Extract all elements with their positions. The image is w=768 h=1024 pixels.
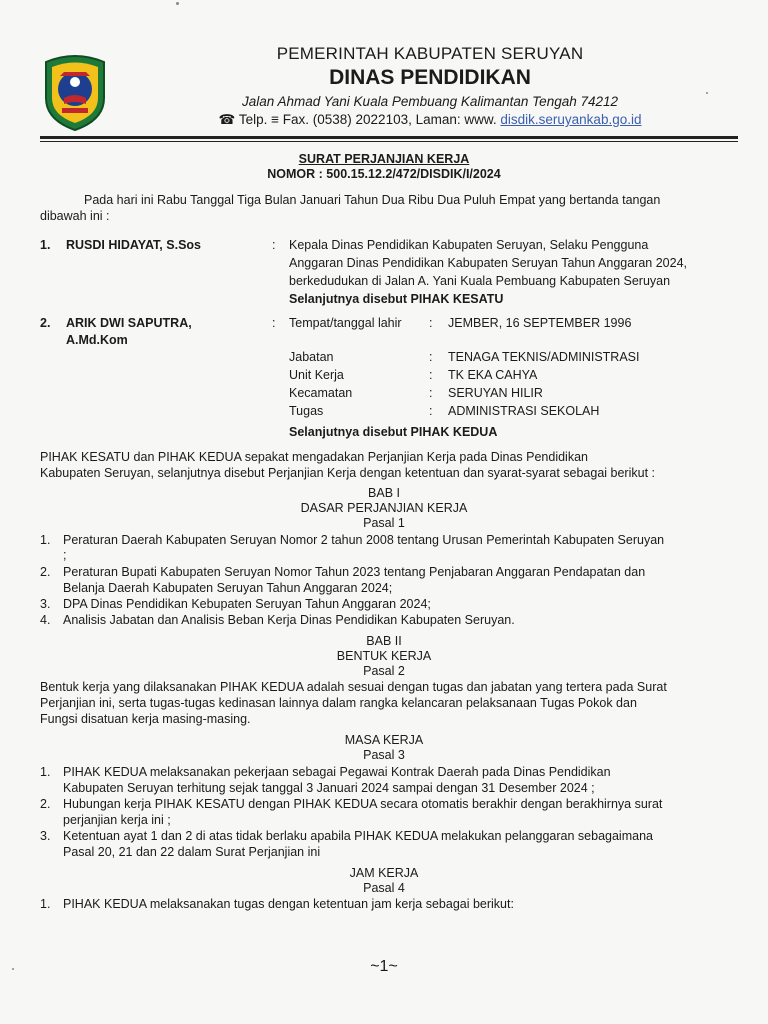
field-sep: : [429, 386, 433, 400]
address: Jalan Ahmad Yani Kuala Pembuang Kalimantan Tengah 74212 [241, 94, 619, 109]
field-value: TENAGA TEKNIS/ADMINISTRASI [448, 350, 640, 364]
letterhead [130, 44, 730, 128]
intro-line-2: dibawah ini : [40, 209, 110, 223]
list-item-cont: Pasal 20, 21 dan 22 dalam Surat Perjanjian ini [63, 845, 321, 859]
field-value: SERUYAN HILIR [448, 386, 543, 400]
agreement-line-1: PIHAK KESATU dan PIHAK KEDUA sepakat mengadakan Perjanjian Kerja pada Dinas Pendidikan [40, 450, 588, 464]
list-item: Hubungan kerja PIHAK KESATU dengan PIHAK KEDUA secara otomatis berakhir dengan berakhirnya surat [63, 797, 663, 811]
bab2-line-1: Bentuk kerja yang dilaksanakan PIHAK KEDUA adalah sesuai dengan tugas dan jabatan yang tertera pada Surat [40, 680, 667, 694]
list-num: 2. [40, 565, 51, 579]
party1-colon: : [272, 238, 276, 252]
field-sep: : [429, 316, 433, 330]
agreement-line-2: Kabupaten Seruyan, selanjutnya disebut Perjanjian Kerja dengan ketentuan dan syarat-syarat sebagai berikut : [40, 466, 655, 480]
bab2-title: BAB II [366, 634, 402, 648]
list-item: PIHAK KEDUA melaksanakan pekerjaan sebagai Pegawai Kontrak Daerah pada Dinas Pendidikan [63, 765, 611, 779]
party1-alias: Selanjutnya disebut PIHAK KESATU [289, 292, 504, 306]
party2-name-2: A.Md.Kom [66, 333, 128, 347]
field-label: Unit Kerja [289, 368, 344, 382]
list-item: Ketentuan ayat 1 dan 2 di atas tidak berlaku apabila PIHAK KEDUA melakukan pelanggaran sebagaimana [63, 829, 653, 843]
bab1-pasal: Pasal 1 [363, 516, 405, 530]
masa-heading: MASA KERJA [344, 733, 424, 747]
party2-colon: : [272, 316, 276, 330]
list-num: 3. [40, 597, 51, 611]
masa-pasal: Pasal 3 [363, 748, 405, 762]
party1-name: RUSDI HIDAYAT, S.Sos [66, 238, 201, 252]
field-sep: : [429, 404, 433, 418]
list-num: 1. [40, 897, 51, 911]
list-item-cont: ; [63, 548, 67, 562]
bab2-heading: BENTUK KERJA [336, 649, 432, 663]
scan-speck [176, 2, 179, 5]
jam-pasal: Pasal 4 [363, 881, 405, 895]
list-num: 1. [40, 765, 51, 779]
department-name: DINAS PENDIDIKAN [329, 66, 531, 89]
list-item: PIHAK KEDUA melaksanakan tugas dengan ketentuan jam kerja sebagai berikut: [63, 897, 514, 911]
bab1-heading: DASAR PERJANJIAN KERJA [300, 501, 468, 515]
list-num: 4. [40, 613, 51, 627]
party1-num: 1. [40, 238, 51, 252]
document-number: NOMOR : 500.15.12.2/472/DISDIK/I/2024 [267, 167, 501, 181]
intro-line-1: Pada hari ini Rabu Tanggal Tiga Bulan Januari Tahun Dua Ribu Dua Puluh Empat yang bertanda tangan [84, 193, 661, 207]
field-value: ADMINISTRASI SEKOLAH [448, 404, 600, 418]
list-item-cont: Kabupaten Seruyan terhitung sejak tanggal 3 Januari 2024 sampai dengan 31 Desember 2024 ; [63, 781, 595, 795]
bab1-title: BAB I [368, 486, 400, 500]
letterhead-rule-thin [40, 141, 738, 142]
document-title: SURAT PERJANJIAN KERJA [298, 152, 470, 166]
seruyan-regency-crest-icon [40, 52, 110, 132]
field-label: Tempat/tanggal lahir [289, 316, 402, 330]
bab2-line-3: Fungsi disatuan kerja masing-masing. [40, 712, 251, 726]
field-label: Tugas [289, 404, 324, 418]
scan-speck [706, 92, 708, 94]
field-label: Kecamatan [289, 386, 353, 400]
list-item-cont: perjanjian kerja ini ; [63, 813, 171, 827]
contact-line [130, 112, 730, 128]
field-sep: : [429, 350, 433, 364]
website-link[interactable]: disdik.seruyankab.go.id [500, 112, 642, 127]
party1-desc-3: berkedudukan di Jalan A. Yani Kuala Pembuang Kabupaten Seruyan [289, 274, 671, 288]
field-value: TK EKA CAHYA [448, 368, 538, 382]
telephone-icon: ☎ [218, 112, 236, 127]
party1-desc-1: Kepala Dinas Pendidikan Kabupaten Seruyan, Selaku Pengguna [289, 238, 649, 252]
list-item-cont: Belanja Daerah Kabupaten Seruyan Tahun Anggaran 2024; [63, 581, 393, 595]
party2-name-1: ARIK DWI SAPUTRA, [66, 316, 192, 330]
field-label: Jabatan [289, 350, 334, 364]
field-value: JEMBER, 16 SEPTEMBER 1996 [448, 316, 632, 330]
letterhead-rule-thick [40, 136, 738, 139]
party1-desc-2: Anggaran Dinas Pendidikan Kabupaten Seruyan Tahun Anggaran 2024, [289, 256, 687, 270]
party2-num: 2. [40, 316, 51, 330]
list-item: Peraturan Bupati Kabupaten Seruyan Nomor Tahun 2023 tentang Penjabaran Anggaran Pendapatan dan [63, 565, 646, 579]
field-sep: : [429, 368, 433, 382]
bab2-pasal: Pasal 2 [363, 664, 405, 678]
page-number: ~1~ [370, 958, 398, 975]
party2-alias: Selanjutnya disebut PIHAK KEDUA [289, 425, 498, 439]
bab2-line-2: Perjanjian ini, serta tugas-tugas kedinasan lainnya dalam rangka kelancaran pelaksanaan Tugas Pokok dan [40, 696, 637, 710]
list-num: 2. [40, 797, 51, 811]
scan-speck [12, 968, 14, 970]
contact-text: Telp. ≡ Fax. (0538) 2022103, Laman: www. [238, 112, 497, 127]
list-num: 1. [40, 533, 51, 547]
government-name: PEMERINTAH KABUPATEN SERUYAN [276, 44, 584, 63]
list-item: Analisis Jabatan dan Analisis Beban Kerja Dinas Pendidikan Kabupaten Seruyan. [63, 613, 515, 627]
list-item: Peraturan Daerah Kabupaten Seruyan Nomor 2 tahun 2008 tentang Urusan Pemerintah Kabupaten Seruyan [63, 533, 665, 547]
list-item: DPA Dinas Pendidikan Kebupaten Seruyan Tahun Anggaran 2024; [63, 597, 431, 611]
jam-heading: JAM KERJA [349, 866, 419, 880]
list-num: 3. [40, 829, 51, 843]
